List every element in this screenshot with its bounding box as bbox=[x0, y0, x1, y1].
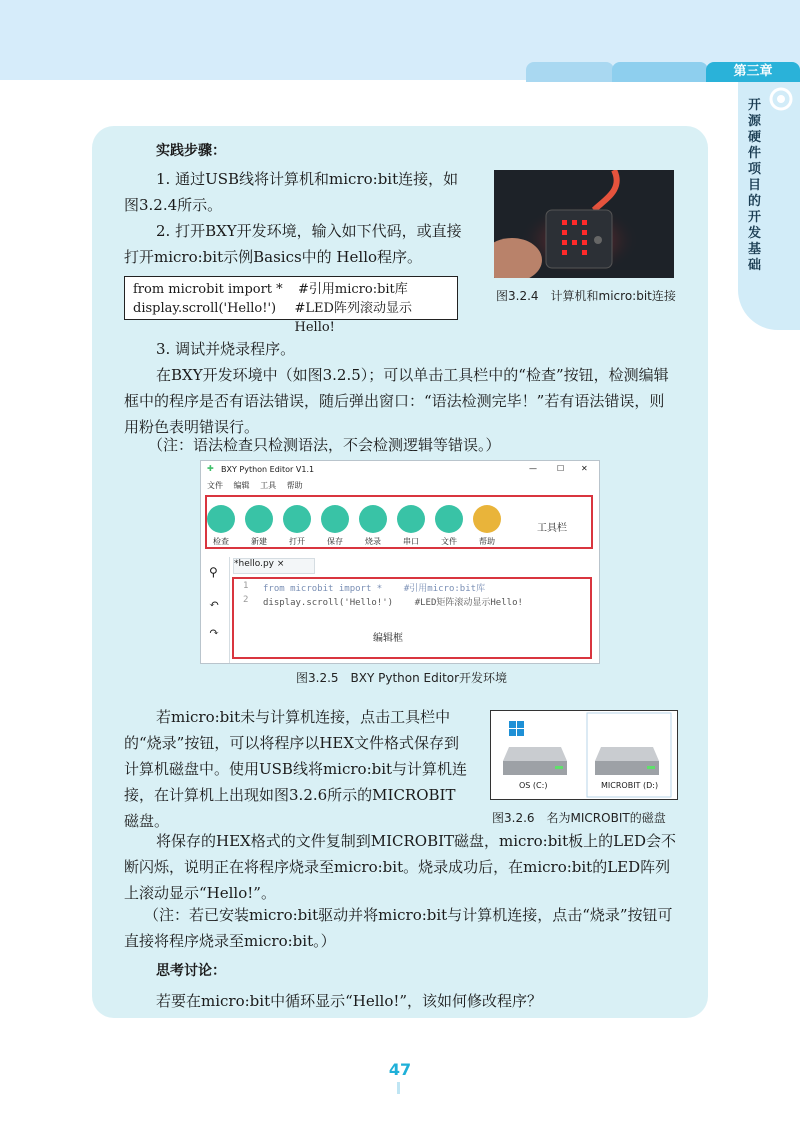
editor-title: BXY Python Editor V1.1 bbox=[221, 465, 315, 474]
fig325-caption: 图3.2.5 BXY Python Editor开发环境 bbox=[296, 671, 508, 685]
step3-note: （注：语法检查只检测语法，不会检测逻辑等错误。） bbox=[148, 436, 501, 454]
fig326-caption: 图3.2.6 名为MICROBIT的磁盘 bbox=[492, 811, 666, 825]
chapter-tab: 第三章 bbox=[706, 62, 800, 82]
editor-side-strip bbox=[201, 557, 230, 663]
discussion-heading: 思考讨论： bbox=[156, 963, 226, 979]
menu-tools[interactable]: 工具 bbox=[260, 481, 277, 490]
paragraph-2: 若micro:bit未与计算机连接，点击工具栏中的“烧录”按钮，可以将程序以HEX文件格式保存到计算机磁盘中。使用USB线将micro:bit与计算机连接，在计算机上出现如图3.2.6所示的MICROBIT磁盘。 bbox=[124, 708, 468, 830]
maximize-button[interactable]: ☐ bbox=[557, 464, 565, 473]
menu-file[interactable]: 文件 bbox=[207, 481, 223, 490]
code-box bbox=[124, 276, 458, 335]
step3-title: 3. 调试并烧录程序。 bbox=[156, 340, 296, 358]
menu-help[interactable]: 帮助 bbox=[286, 481, 303, 490]
undo-icon[interactable]: ↶ bbox=[209, 597, 220, 611]
redo-icon[interactable]: ↷ bbox=[209, 625, 220, 639]
tool-label-flash: 烧录 bbox=[365, 537, 381, 546]
new-tool-button[interactable] bbox=[245, 505, 273, 533]
menu-edit[interactable]: 编辑 bbox=[233, 481, 250, 490]
save-tool-button[interactable] bbox=[321, 505, 349, 533]
practice-heading: 实践步骤： bbox=[156, 143, 226, 159]
page-number: 47 bbox=[388, 1060, 412, 1079]
note-2: （注：若已安装micro:bit驱动并将micro:bit与计算机连接，点击“烧录”按钮可直接将程序烧录至micro:bit。） bbox=[124, 906, 673, 950]
minimize-button[interactable]: — bbox=[529, 464, 537, 473]
code-line: from microbit import * #引用micro:bit库 bbox=[263, 584, 486, 594]
code-line: from microbit import * #引用micro:bit库 bbox=[133, 282, 408, 297]
flash-tool-button[interactable] bbox=[359, 505, 387, 533]
tool-label-new: 新建 bbox=[251, 537, 267, 546]
check-tool-button[interactable] bbox=[207, 505, 235, 533]
gear-icon bbox=[768, 86, 794, 112]
tool-label-serial: 串口 bbox=[403, 537, 419, 546]
code-line-number: 1 bbox=[243, 581, 249, 591]
editor-menubar bbox=[201, 480, 599, 492]
toolbar-label: 工具栏 bbox=[537, 523, 567, 534]
disk-figure bbox=[490, 710, 678, 800]
code-line: display.scroll('Hello!') #LED阵列滚动显示Hello! bbox=[133, 301, 412, 335]
microbit-photo bbox=[494, 170, 674, 278]
disk-label-microbit: MICROBIT (D:) bbox=[601, 781, 659, 790]
code-line: display.scroll('Hello!') #LED矩阵滚动显示Hello! bbox=[263, 598, 523, 608]
tool-label-open: 打开 bbox=[289, 537, 305, 546]
header-tab-decor bbox=[526, 62, 614, 82]
paragraph-3: 将保存的HEX格式的文件复制到MICROBIT磁盘，micro:bit板上的LED会不断闪烁，说明正在将程序烧录至micro:bit。烧录成功后，在micro:bit的LED阵列上滚动显示“Hello!”。 bbox=[124, 832, 677, 902]
tool-label-help: 帮助 bbox=[479, 537, 495, 546]
serial-tool-button[interactable] bbox=[397, 505, 425, 533]
file-tab[interactable]: *hello.py × bbox=[233, 558, 315, 574]
tool-label-files: 文件 bbox=[441, 537, 457, 546]
close-button[interactable]: ✕ bbox=[581, 464, 588, 473]
code-line-number: 2 bbox=[243, 595, 249, 605]
app-icon: ✚ bbox=[207, 464, 214, 473]
fig324-caption: 图3.2.4 计算机和micro:bit连接 bbox=[496, 289, 676, 303]
editor-label: 编辑框 bbox=[373, 633, 403, 644]
files-tool-button[interactable] bbox=[435, 505, 463, 533]
side-title: 开源硬件项目的开发基础 bbox=[748, 98, 762, 273]
discussion-question: 若要在micro:bit中循环显示“Hello!”，该如何修改程序？ bbox=[156, 992, 543, 1010]
search-icon[interactable]: ⚲ bbox=[209, 565, 218, 579]
help-tool-button[interactable] bbox=[473, 505, 501, 533]
step2-text: 2. 打开BXY开发环境，输入如下代码，或直接打开micro:bit示例Basics中的 Hello程序。 bbox=[124, 222, 462, 266]
tool-label-save: 保存 bbox=[327, 537, 343, 546]
page-number-marker bbox=[397, 1082, 400, 1094]
step1-text: 1. 通过USB线将计算机和micro:bit连接，如图3.2.4所示。 bbox=[124, 170, 459, 214]
editor-window bbox=[200, 460, 600, 664]
header-tab-decor bbox=[612, 62, 708, 82]
disk-label-os: OS (C:) bbox=[519, 781, 548, 790]
step3-paragraph: 在BXY开发环境中（如图3.2.5）；可以单击工具栏中的“检查”按钮，检测编辑框中的程序是否有语法错误，随后弹出窗口：“语法检测完毕！”若有语法错误，则用粉色表明错误行。 bbox=[124, 366, 669, 436]
open-tool-button[interactable] bbox=[283, 505, 311, 533]
tool-label-check: 检查 bbox=[213, 537, 229, 546]
editor-titlebar bbox=[201, 461, 599, 479]
